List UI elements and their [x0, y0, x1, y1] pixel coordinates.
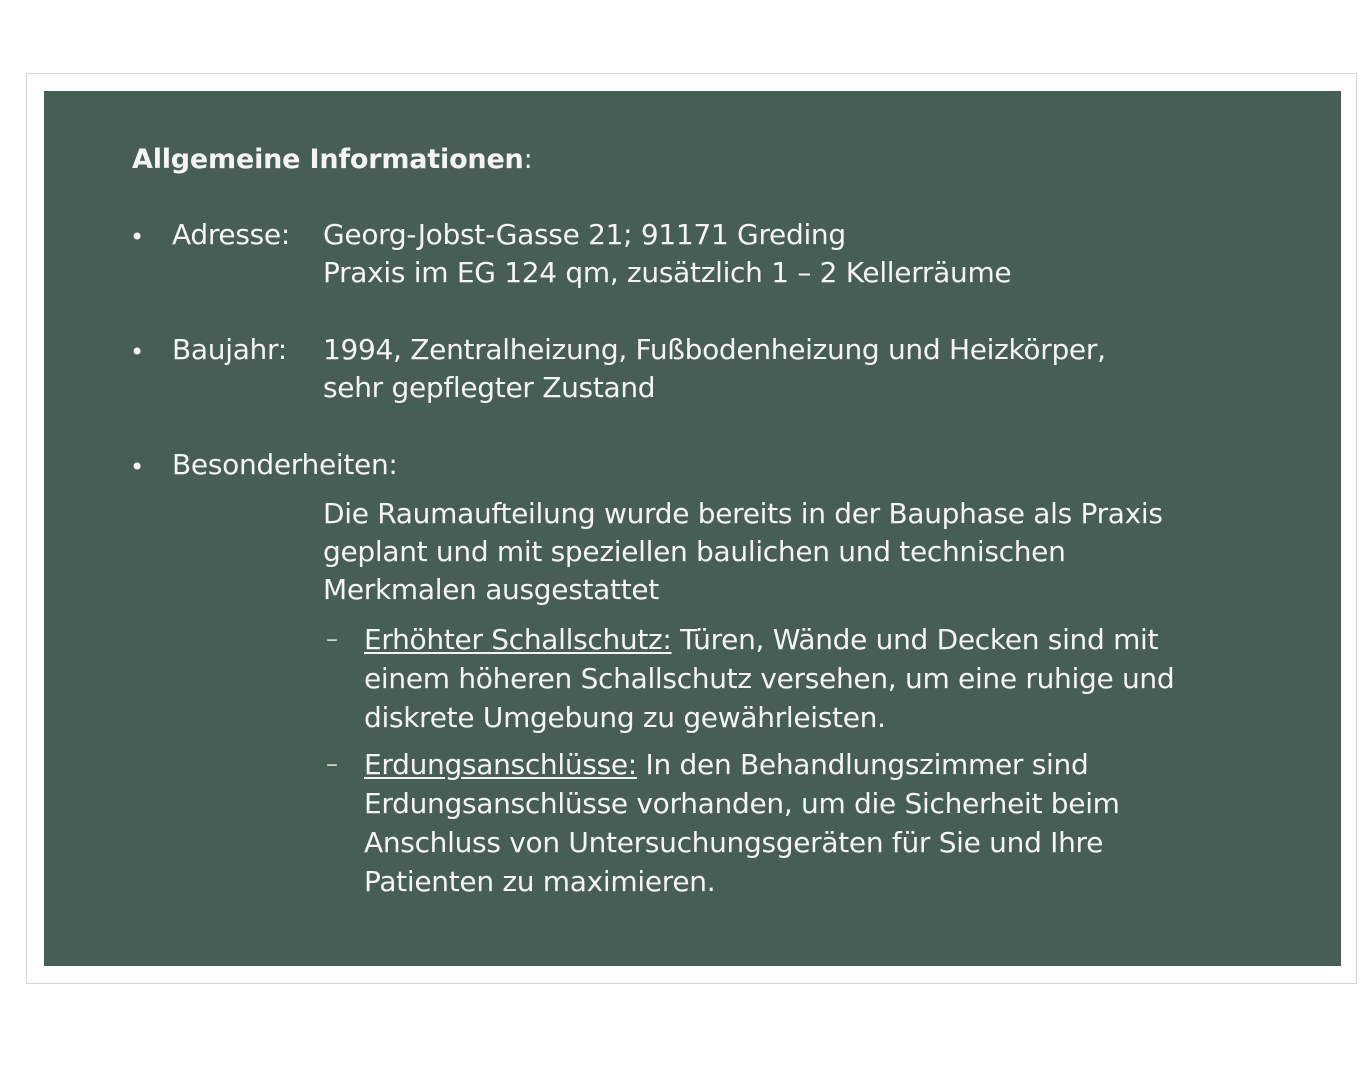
besonderheiten-intro-line: geplant und mit speziellen baulichen und technischen	[323, 535, 1066, 568]
adresse-line: Praxis im EG 124 qm, zusätzlich 1 – 2 Kellerräume	[323, 256, 1012, 289]
dash-icon: –	[326, 750, 338, 778]
subitem-title: Erhöhter Schallschutz:	[364, 623, 672, 656]
baujahr-text	[323, 331, 1106, 407]
subitem-title: Erdungsanschlüsse:	[364, 748, 637, 781]
besonderheiten-intro-line: Merkmalen ausgestattet	[323, 573, 659, 606]
subitem-line: diskrete Umgebung zu gewährleisten.	[364, 701, 886, 734]
besonderheiten-label: Besonderheiten:	[172, 448, 398, 481]
adresse-text	[323, 216, 1011, 292]
subitem-first-line	[364, 745, 1120, 784]
subitem-first-line	[364, 620, 1174, 659]
slide-heading	[132, 143, 532, 177]
besonderheiten-intro	[323, 495, 1163, 609]
subitem-first-line-rest: Türen, Wände und Decken sind mit	[671, 623, 1159, 656]
dash-icon: –	[326, 625, 338, 653]
heading-title: Allgemeine Informationen	[132, 144, 524, 175]
bullet-icon: •	[130, 338, 145, 366]
subitem-schallschutz	[364, 620, 1174, 737]
slide	[44, 91, 1341, 966]
besonderheiten-intro-line: Die Raumaufteilung wurde bereits in der Bauphase als Praxis	[323, 497, 1163, 530]
subitem-line: Anschluss von Untersuchungsgeräten für Sie und Ihre	[364, 826, 1104, 859]
adresse-line: Georg-Jobst-Gasse 21; 91171 Greding	[323, 218, 846, 251]
subitem-line: Patienten zu maximieren.	[364, 865, 716, 898]
subitem-erdung	[364, 745, 1120, 901]
baujahr-line: sehr gepflegter Zustand	[323, 371, 656, 404]
baujahr-label: Baujahr:	[172, 333, 287, 366]
bullet-icon: •	[130, 223, 145, 251]
baujahr-line: 1994, Zentralheizung, Fußbodenheizung und Heizkörper,	[323, 333, 1106, 366]
bullet-icon: •	[130, 453, 145, 481]
adresse-label: Adresse:	[172, 218, 290, 251]
heading-colon: :	[523, 144, 533, 175]
subitem-line: einem höheren Schallschutz versehen, um eine ruhige und	[364, 662, 1175, 695]
subitem-line: Erdungsanschlüsse vorhanden, um die Sicherheit beim	[364, 787, 1120, 820]
subitem-first-line-rest: In den Behandlungszimmer sind	[636, 748, 1089, 781]
